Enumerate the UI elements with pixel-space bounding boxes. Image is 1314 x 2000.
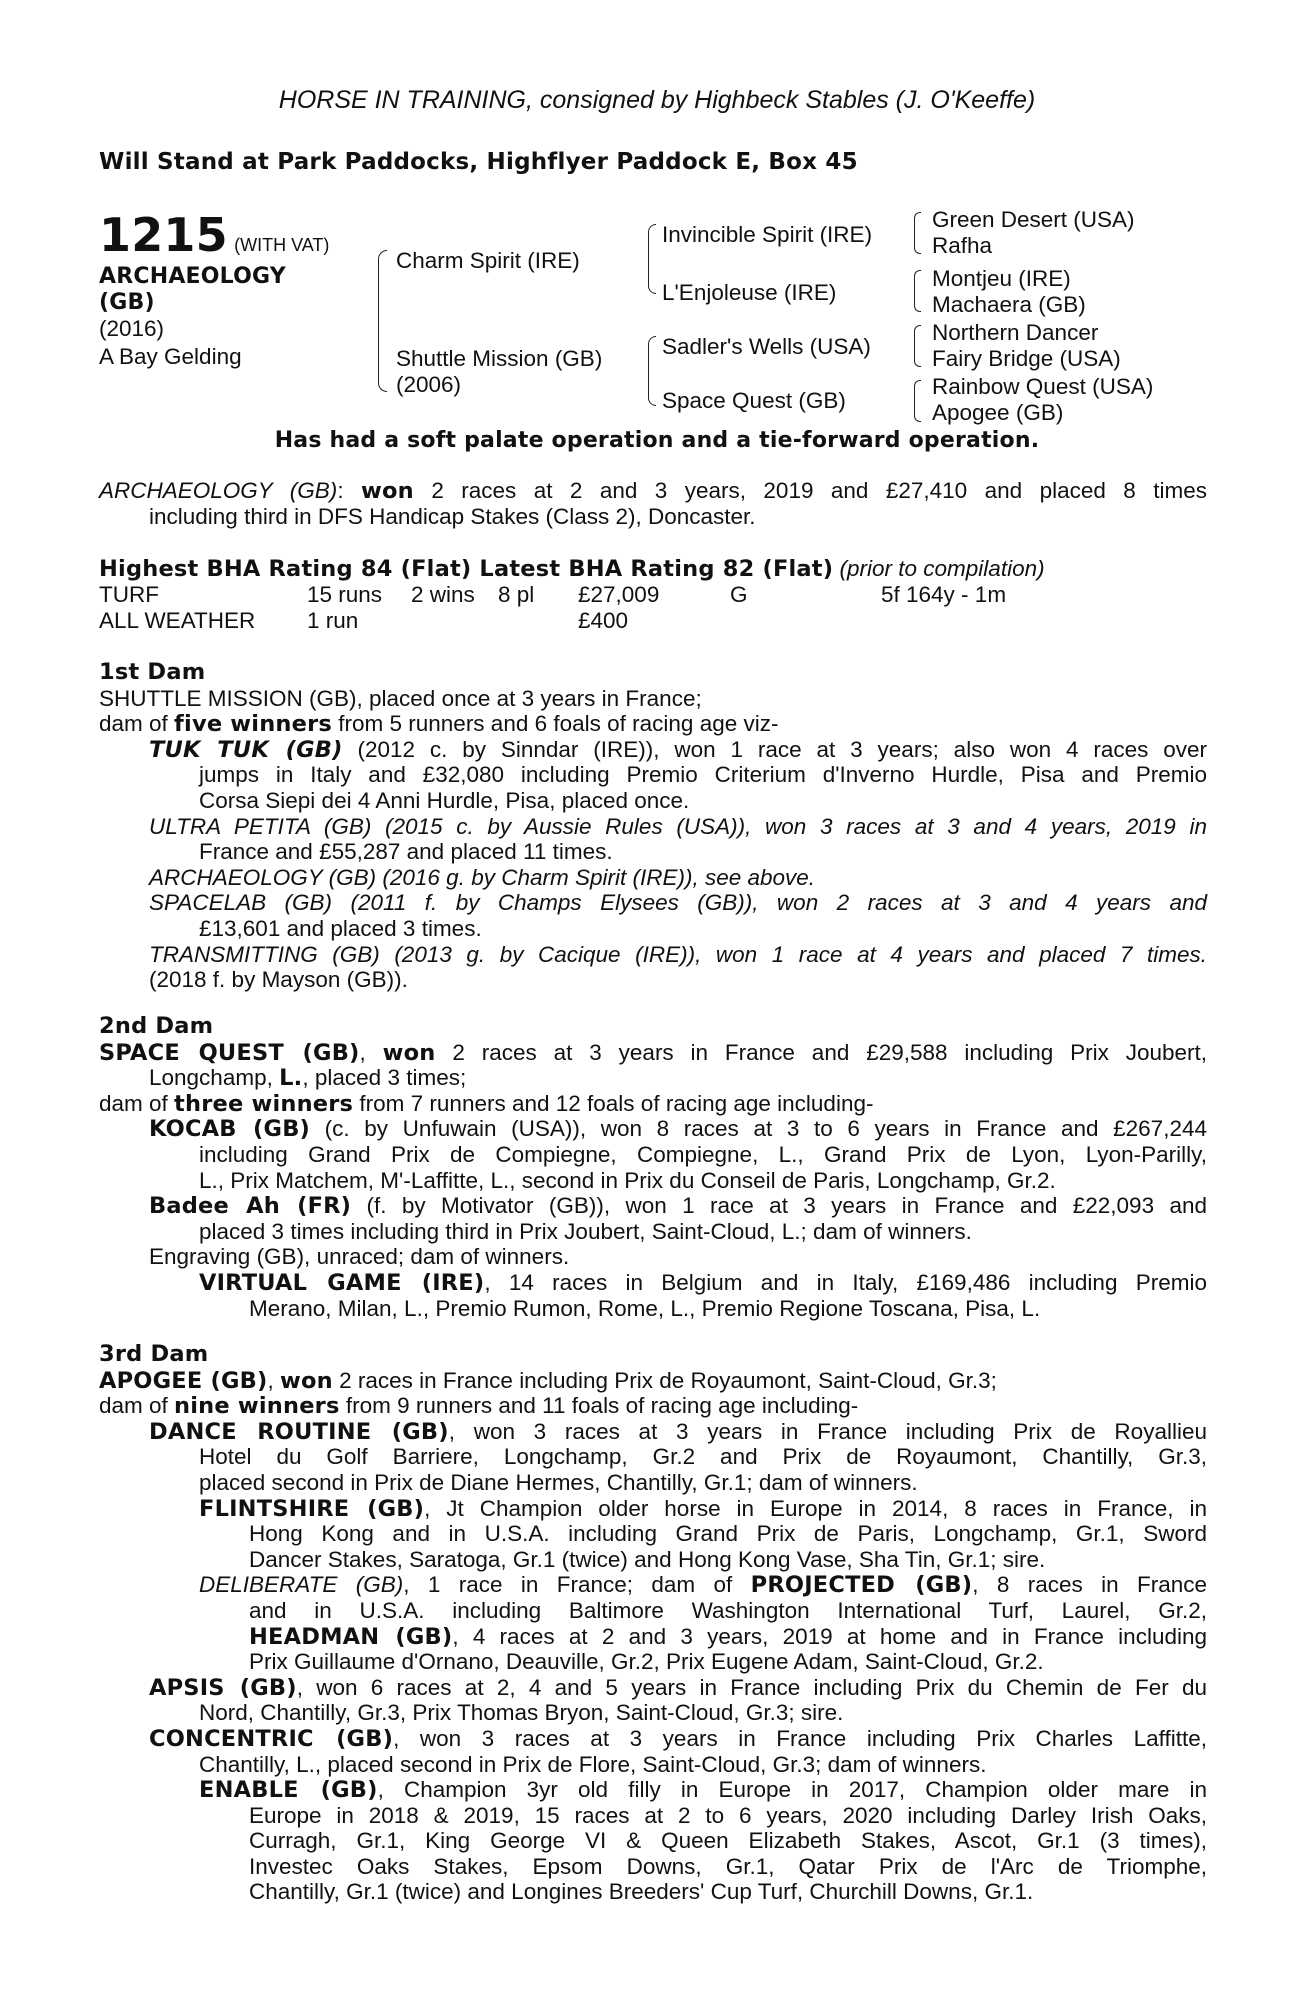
ratings-prize: £400 — [578, 608, 629, 633]
grade: L. — [279, 1065, 303, 1092]
pedigree-brace-g1 — [914, 212, 921, 254]
progeny-archaeology: ARCHAEOLOGY (GB) (2016 g. by Charm Spirit (IRE)), see above. — [149, 864, 816, 890]
text: Europe in 2018 & 2019, 15 races at 2 to 6 years, 2020 including Darley Irish Oaks, — [249, 1802, 1207, 1828]
summary-won: won — [361, 478, 414, 504]
progeny-name: Badee Ah (FR) — [149, 1193, 352, 1220]
pedigree-sire-dam: L'Enjoleuse (IRE) — [662, 280, 837, 305]
progeny-name: FLINTSHIRE (GB) — [199, 1495, 425, 1522]
text: France and £55,287 and placed 11 times. — [199, 839, 613, 865]
text: Longchamp, — [149, 1065, 280, 1091]
text: Curragh, Gr.1, King George VI & Queen Elizabeth Stakes, Ascot, Gr.1 (3 times), — [249, 1828, 1207, 1854]
text: 2 races at 3 years in France and £29,588 including Prix Joubert, — [435, 1039, 1207, 1065]
second-dam: 2nd Dam SPACE QUEST (GB), won 2 races at 3 years in France and £29,588 including Prix Joubert, Longchamp, L., placed 3 times; dam of three winners from 7 runners and 12 foals of racing age including- KOCAB (GB) (c. by Unfuwain (USA)), won 8 races at 3 to 6 years in France and £267,244 including Grand Prix de Compiegne, Compiegne, L., Grand Prix de Lyon, Lyon-Parilly, L., Prix Matchem, M'-Laffitte, L., second in Prix du Conseil de Paris, Longchamp, Gr.2. Badee Ah (FR) (f. by Motivator (GB)), won 1 race at 3 years in France and £22,093 and placed 3 times including third in Prix Joubert, Saint-Cloud, L.; dam of winners. Engraving (GB), unraced; dam of winners. VIRTUAL GAME (IRE), 14 races in Belgium and in Italy, £169,486 including Premio Merano, Milan, L., Premio Rumon, Rome, L., Premio Regione Toscana, Pisa, L. — [99, 1013, 1207, 1321]
ratings-surface: TURF — [99, 582, 159, 607]
text: (f. by Motivator (GB)), won 1 race at 3 years in France and £22,093 and — [351, 1193, 1207, 1219]
text: Merano, Milan, L., Premio Rumon, Rome, L., Premio Regione Toscana, Pisa, L. — [249, 1295, 1041, 1321]
text: L., Prix Matchem, M'-Laffitte, L., second in Prix du Conseil de Paris, Longchamp, Gr.2. — [199, 1167, 1056, 1193]
text: £13,601 and placed 3 times. — [199, 915, 482, 941]
text: , won 6 races at 2, 4 and 5 years in France including Prix du Chemin de Fer du — [296, 1674, 1207, 1700]
pedigree-ggp-3: Montjeu (IRE) — [932, 266, 1071, 291]
second-dam-heading: 2nd Dam — [99, 1013, 214, 1039]
text: , Jt Champion older horse in Europe in 2014, 8 races in France, in — [424, 1495, 1207, 1521]
progeny-name: TUK TUK (GB) — [149, 736, 343, 763]
progeny-name: PROJECTED (GB) — [750, 1572, 973, 1599]
lot-block — [99, 208, 330, 262]
text: , Champion 3yr old filly in Europe in 2017, Champion older mare in — [377, 1777, 1207, 1803]
text: from 9 runners and 11 foals of racing age including- — [339, 1393, 859, 1419]
progeny-name: HEADMAN (GB) — [249, 1623, 453, 1650]
horse-name-country: (GB) — [99, 290, 155, 315]
text: Hong Kong and in U.S.A. including Grand Prix de Paris, Longchamp, Gr.1, Sword — [249, 1521, 1207, 1547]
pedigree-sire: Charm Spirit (IRE) — [396, 248, 580, 273]
pedigree-ggp-2: Rafha — [932, 233, 993, 258]
winners-count: nine winners — [174, 1393, 340, 1420]
pedigree-brace-g3 — [914, 325, 921, 367]
text: Investec Oaks Stakes, Epsom Downs, Gr.1, Qatar Prix de l'Arc de Triomphe, — [249, 1853, 1207, 1879]
text: Corsa Siepi dei 4 Anni Hurdle, Pisa, placed once. — [199, 787, 690, 813]
progeny-transmitting: TRANSMITTING (GB) (2013 g. by Cacique (IRE)), won 1 race at 4 years and placed 7 times. — [149, 941, 1207, 967]
text: , won 3 races at 3 years in France including Prix Charles Laffitte, — [393, 1725, 1207, 1751]
dam-name: SPACE QUEST (GB) — [99, 1039, 360, 1066]
text: Prix Guillaume d'Ornano, Deauville, Gr.2, Prix Eugene Adam, Saint-Cloud, Gr.2. — [249, 1649, 1044, 1675]
winners-count: three winners — [174, 1090, 354, 1117]
horse-year: (2016) — [99, 316, 165, 341]
lot-number: 1215 — [99, 208, 228, 262]
text: (2012 c. by Sinndar (IRE)), won 1 race at 3 years; also won 4 races over — [342, 736, 1207, 762]
text: from 7 runners and 12 foals of racing age including- — [353, 1090, 874, 1116]
ratings-highest: Highest BHA Rating 84 (Flat) Latest BHA Rating 82 (Flat) — [99, 556, 834, 582]
pedigree-ggp-4: Machaera (GB) — [932, 292, 1086, 317]
winners-count: five winners — [174, 711, 332, 738]
text: Chantilly, Gr.1 (twice) and Longines Breeders' Cup Turf, Churchill Downs, Gr.1. — [249, 1879, 1034, 1905]
pedigree-dam-dam: Space Quest (GB) — [662, 388, 846, 413]
summary-colon: : — [337, 478, 344, 503]
progeny-2018-foal: (2018 f. by Mayson (GB)). — [149, 967, 408, 993]
progeny-name: VIRTUAL GAME (IRE) — [199, 1269, 485, 1296]
text: Hotel du Golf Barriere, Longchamp, Gr.2 and Prix de Royaumont, Chantilly, Gr.3, — [199, 1444, 1207, 1470]
first-dam — [99, 660, 1207, 993]
pedigree-dam: Shuttle Mission (GB) — [396, 346, 603, 371]
lot-vat: (WITH VAT) — [234, 235, 330, 255]
pedigree-brace-dam — [648, 336, 656, 406]
ratings-row-turf — [0, 582, 1314, 608]
text: , 1 race in France; dam of — [403, 1572, 751, 1598]
text: jumps in Italy and £32,080 including Premio Criterium d'Inverno Hurdle, Pisa and Premio — [199, 762, 1207, 788]
pedigree-dam-year: (2006) — [396, 372, 462, 397]
first-dam-line1: SHUTTLE MISSION (GB), placed once at 3 years in France; — [99, 685, 702, 711]
operation-note: Has had a soft palate operation and a tie-forward operation. — [274, 428, 1040, 453]
text: , 4 races at 2 and 3 years, 2019 at home and in France including — [452, 1623, 1207, 1649]
consignor-line: HORSE IN TRAINING, consigned by Highbeck Stables (J. O'Keeffe) — [278, 86, 1036, 114]
progeny-spacelab: SPACELAB (GB) (2011 f. by Champs Elysees (GB)), won 2 races at 3 and 4 years and — [149, 890, 1207, 916]
text: , 14 races in Belgium and in Italy, £169,486 including Premio — [484, 1269, 1207, 1295]
summary — [99, 478, 1207, 529]
dam-name: APOGEE (GB) — [99, 1367, 268, 1394]
summary-rest: 2 races at 2 and 3 years, 2019 and £27,410 and placed 8 times — [413, 478, 1207, 503]
text: (c. by Unfuwain (USA)), won 8 races at 3 to 6 years in France and £267,244 — [310, 1116, 1207, 1142]
location-line: Will Stand at Park Paddocks, Highflyer Paddock E, Box 45 — [99, 149, 858, 175]
text: placed 3 times including third in Prix Joubert, Saint-Cloud, L.; dam of winners. — [199, 1218, 972, 1244]
text: Engraving (GB), unraced; dam of winners. — [149, 1244, 570, 1270]
progeny-name: KOCAB (GB) — [149, 1116, 311, 1143]
progeny-name: CONCENTRIC (GB) — [149, 1725, 394, 1752]
text: and in U.S.A. including Baltimore Washington International Turf, Laurel, Gr.2, — [249, 1597, 1207, 1623]
ratings-runs: 1 run — [307, 608, 359, 633]
won: won — [279, 1367, 333, 1394]
summary-line2: including third in DFS Handicap Stakes (Class 2), Doncaster. — [149, 503, 756, 529]
text: , 8 races in France — [972, 1572, 1207, 1598]
text: dam of — [99, 1090, 175, 1116]
pedigree-brace-main — [378, 250, 387, 392]
third-dam-heading: 3rd Dam — [99, 1341, 209, 1367]
ratings-runs: 15 runs — [307, 582, 383, 607]
pedigree-sire-sire: Invincible Spirit (IRE) — [662, 222, 873, 247]
text: , placed 3 times; — [302, 1065, 467, 1091]
pedigree-ggp-1: Green Desert (USA) — [932, 207, 1135, 232]
progeny-name: DANCE ROUTINE (GB) — [149, 1418, 449, 1445]
progeny-name: APSIS (GB) — [149, 1674, 297, 1701]
ratings-prize: £27,009 — [578, 582, 660, 607]
pedigree-brace-g2 — [914, 270, 921, 312]
ratings-row-aw — [0, 608, 1314, 634]
text: , won 3 races at 3 years in France including Prix de Royallieu — [448, 1418, 1207, 1444]
pedigree-brace-g4 — [914, 380, 921, 422]
ratings-surface: ALL WEATHER — [99, 608, 256, 633]
horse-name: ARCHAEOLOGY — [99, 264, 286, 289]
ratings-placed: 8 pl — [498, 582, 535, 607]
pedigree-dam-sire: Sadler's Wells (USA) — [662, 334, 871, 359]
pedigree-brace-sire — [648, 224, 656, 294]
ratings-wins: 2 wins — [411, 582, 475, 607]
progeny-name: DELIBERATE (GB) — [199, 1572, 404, 1598]
text: 2 races in France including Prix de Royaumont, Saint-Cloud, Gr.3; — [332, 1367, 997, 1393]
ratings-heading — [99, 556, 1045, 583]
summary-name: ARCHAEOLOGY (GB) — [99, 478, 338, 503]
progeny-ultra-petita: ULTRA PETITA (GB) (2015 c. by Aussie Rules (USA)), won 3 races at 3 and 4 years, 2019 in — [149, 813, 1207, 839]
text: from 5 runners and 6 foals of racing age viz- — [332, 711, 779, 737]
ratings-going: G — [730, 582, 748, 607]
third-dam: 3rd Dam APOGEE (GB), won 2 races in France including Prix de Royaumont, Saint-Cloud, Gr.3; dam of nine winners from 9 runners and 11 foals of racing age including- DANCE ROUTINE (GB), won 3 races at 3 years in France including Prix de Royallieu Hotel du Golf Barriere, Longchamp, Gr.2 and Prix de Royaumont, Chantilly, Gr.3, placed second in Prix de Diane Hermes, Chantilly, Gr.1; dam of winners. FLINTSHIRE (GB), Jt Champion older horse in Europe in 2014, 8 races in France, in Hong Kong and in U.S.A. including Grand Prix de Paris, Longchamp, Gr.1, Sword Dancer Stakes, Saratoga, Gr.1 (twice) and Hong Kong Vase, Sha Tin, Gr.1; sire. DELIBERATE (GB), 1 race in France; dam of PROJECTED (GB), 8 races in France and in U.S.A. including Baltimore Washington International Turf, Laurel, Gr.2, HEADMAN (GB), 4 races at 2 and 3 years, 2019 at home and in France including Prix Guillaume d'Ornano, Deauville, Gr.2, Prix Eugene Adam, Saint-Cloud, Gr.2. APSIS (GB), won 6 races at 2, 4 and 5 years in France including Prix du Chemin de Fer du Nord, Chantilly, Gr.3, Prix Thomas Bryon, Saint-Cloud, Gr.3; sire. CONCENTRIC (GB), won 3 races at 3 years in France including Prix Charles Laffitte, Chantilly, L., placed second in Prix de Flore, Saint-Cloud, Gr.3; dam of winners. ENABLE (GB), Champion 3yr old filly in Europe in 2017, Champion older mare in Europe in 2018 & 2019, 15 races at 2 to 6 years, 2020 including Darley Irish Oaks, Curragh, Gr.1, King George VI & Queen Elizabeth Stakes, Ascot, Gr.1 (3 times), Investec Oaks Stakes, Epsom Downs, Gr.1, Qatar Prix de l'Arc de Triomphe, Chantilly, Gr.1 (twice) and Longines Breeders' Cup Turf, Churchill Downs, Gr.1. — [99, 1341, 1207, 1905]
pedigree-ggp-5: Northern Dancer — [932, 320, 1099, 345]
won: won — [382, 1039, 436, 1066]
progeny-name: ENABLE (GB) — [199, 1777, 378, 1804]
ratings-distance: 5f 164y - 1m — [881, 582, 1007, 607]
horse-description: A Bay Gelding — [99, 344, 242, 369]
pedigree-ggp-6: Fairy Bridge (USA) — [932, 346, 1121, 371]
ratings-prior: (prior to compilation) — [839, 556, 1045, 581]
pedigree-ggp-7: Rainbow Quest (USA) — [932, 374, 1154, 399]
first-dam-heading: 1st Dam — [99, 659, 206, 685]
text: Chantilly, L., placed second in Prix de Flore, Saint-Cloud, Gr.3; dam of winners. — [199, 1751, 987, 1777]
text: placed second in Prix de Diane Hermes, Chantilly, Gr.1; dam of winners. — [199, 1469, 918, 1495]
text: dam of — [99, 1393, 175, 1419]
pedigree-ggp-8: Apogee (GB) — [932, 400, 1064, 425]
text: including Grand Prix de Compiegne, Compiegne, L., Grand Prix de Lyon, Lyon-Parilly, — [199, 1141, 1207, 1167]
text: dam of — [99, 711, 175, 737]
text: Dancer Stakes, Saratoga, Gr.1 (twice) and Hong Kong Vase, Sha Tin, Gr.1; sire. — [249, 1546, 1046, 1572]
text: Nord, Chantilly, Gr.3, Prix Thomas Bryon, Saint-Cloud, Gr.3; sire. — [199, 1700, 844, 1726]
